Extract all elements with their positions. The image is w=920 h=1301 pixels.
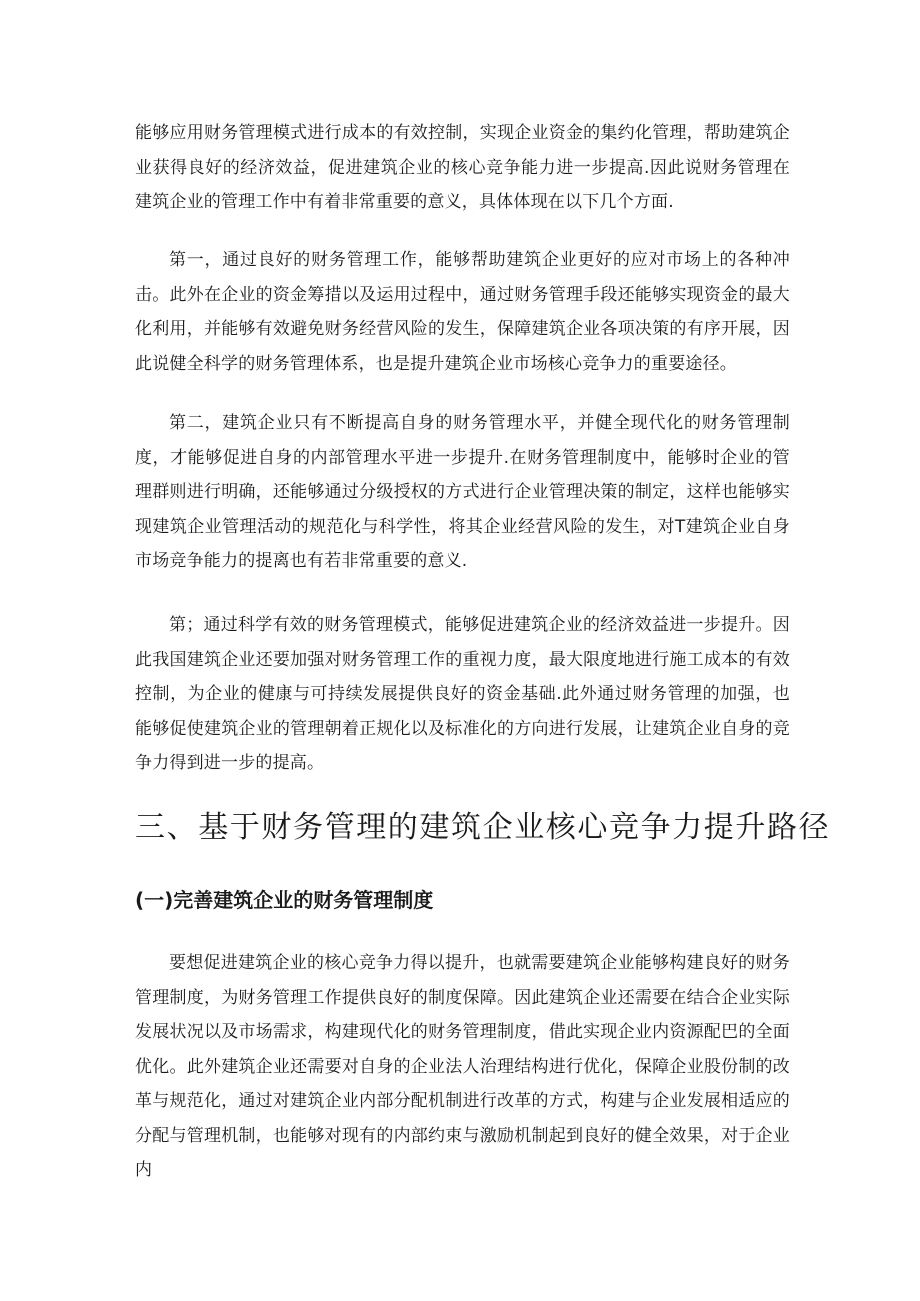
paragraph-third-point: 第；通过科学有效的财务管理模式，能够促进建筑企业的经济效益进一步提升。因此我国建筑企业还要加强对财务管理工作的重视力度，最大限度地进行施工成本的有效控制，为企业的健康与可持续发展提供良好的资金基础.此外通过财务管理的加强，也能够促使建筑企业的管理朝着正规化以及标准化的方向进行发展，让建筑企业自身的竞争力得到进一步的提高。 (135, 615, 790, 773)
subsection-heading: (一)完善建筑企业的财务管理制度 (135, 888, 434, 912)
paragraph-second-point: 第二，建筑企业只有不断提高自身的财务管理水平，并健全现代化的财务管理制度，才能够促进自身的内部管理水平进一步提升.在财务管理制度中，能够时企业的管理群则进行明确，还能够通过分级授权的方式进行企业管理决策的制定，这样也能够实现建筑企业管理活动的规范化与科学性，将其企业经营风险的发生，对T建筑企业自身市场竞争能力的提离也有若非常重要的意义. (135, 413, 790, 571)
paragraph-subsection-body: 要想促进建筑企业的核心竞争力得以提升，也就需要建筑企业能够构建良好的财务管理制度，为财务管理工作提供良好的制度保障。因此建筑企业还需要在结合企业实际发展状况以及市场需求，构建现代化的财务管理制度，借此实现企业内资源配巴的全面优化。此外建筑企业还需要对自身的企业法人治理结构进行优化，保障企业股份制的改革与规范化，通过对建筑企业内部分配机制进行改革的方式，构建与企业发展相适应的分配与管理机制，也能够对现有的内部约束与激励机制起到良好的健全效果，对于企业内 (135, 953, 790, 1180)
paragraph-intro-continued: 能够应用财务管理模式进行成本的有效控制，实现企业资金的集约化管理，帮助建筑企业获得良好的经济效益，促进建筑企业的核心竞争能力进一步提高.因此说财务管理在建筑企业的管理工作中有着非常重要的意义，具体体现在以下几个方面. (135, 123, 790, 212)
section-heading: 三、基于财务管理的建筑企业核心竞争力提升路径 (135, 810, 831, 845)
paragraph-first-point: 第一，通过良好的财务管理工作，能够帮助建筑企业更好的应对市场上的各种冲击。此外在企业的资金筹措以及运用过程中，通过财务管理手段还能够实现资金的最大化利用，并能够有效避免财务经营风险的发生，保障建筑企业各项决策的有序开展，因此说健全科学的财务管理体系，也是提升建筑企业市场核心竞争力的重要途径。 (135, 250, 790, 374)
